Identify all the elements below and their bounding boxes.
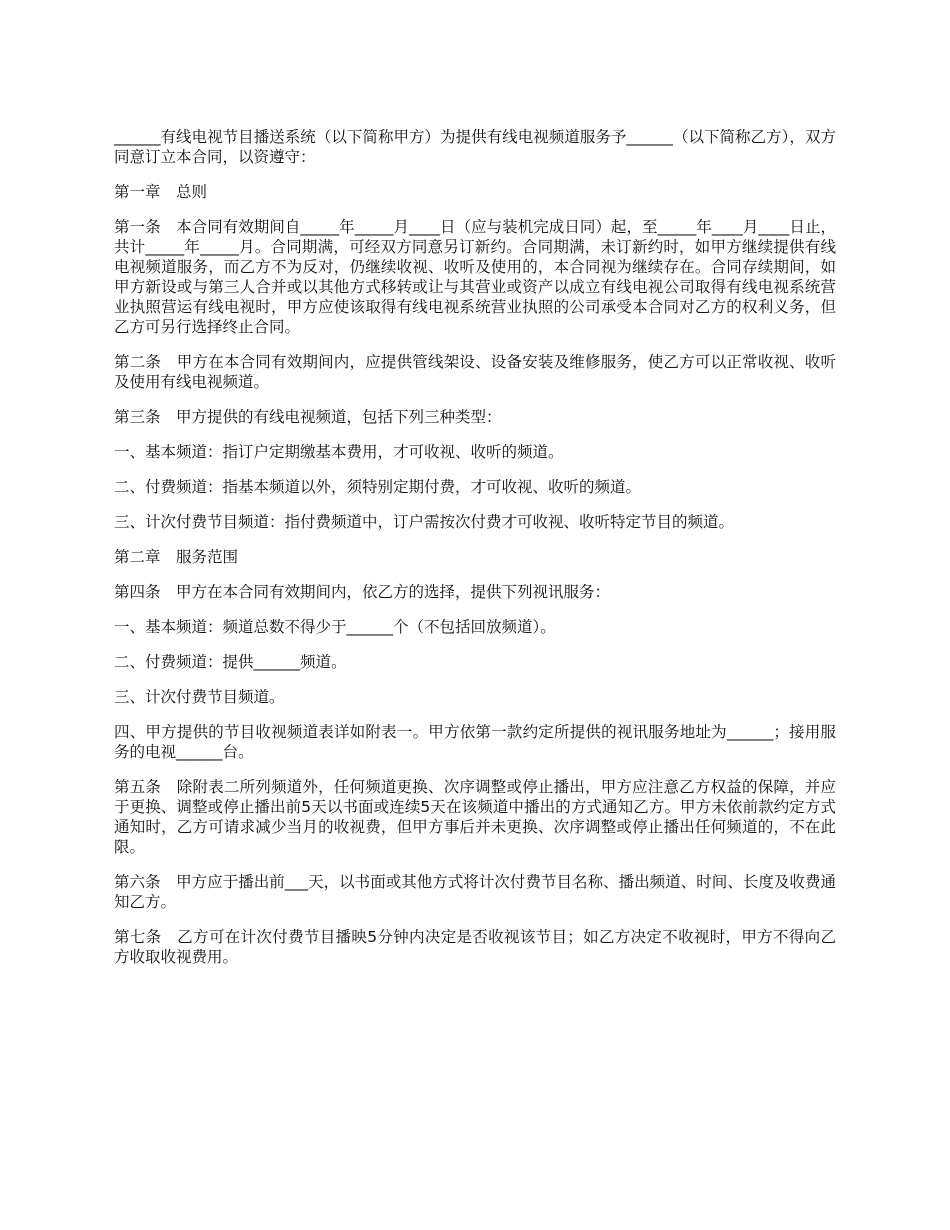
- article-4-item-4: 四、甲方提供的节目收视频道表详如附表一。甲方依第一款约定所提供的视讯服务地址为______；接用服务的电视______台。: [114, 723, 836, 761]
- article-3-item-1: 一、基本频道：指订户定期缴基本费用，才可收视、收听的频道。: [114, 443, 564, 461]
- article-4-item-3: 三、计次付费节目频道。: [114, 688, 285, 706]
- article-2: 第二条 甲方在本合同有效期间内，应提供管线架设、设备安装及维修服务，使乙方可以正常收视、收听及使用有线电视频道。: [114, 353, 836, 391]
- article-4-item-1: 一、基本频道：频道总数不得少于______个（不包括回放频道）。: [114, 618, 556, 636]
- intro-paragraph: ______有线电视节目播送系统（以下简称甲方）为提供有线电视频道服务予______（以下简称乙方），双方同意订立本合同，以资遵守：: [114, 128, 836, 166]
- article-6: 第六条 甲方应于播出前___天，以书面或其他方式将计次付费节目名称、播出频道、时间、长度及收费通知乙方。: [114, 873, 836, 911]
- chapter-2-heading: 第二章 服务范围: [114, 548, 239, 566]
- chapter-1-heading: 第一章 总则: [114, 183, 208, 201]
- article-4: 第四条 甲方在本合同有效期间内，依乙方的选择，提供下列视讯服务：: [114, 583, 611, 601]
- article-1: 第一条 本合同有效期间自_____年_____月____日（应与装机完成日同）起，至_____年____月____日止，共计_____年_____月。合同期满，可经双方同意另订新约。合同期满，未订新约时，如甲方继续提供有线电视频道服务，而乙方不为反对，仍继续收视、收听及使用的，本合同视为继续存在。合同存续期间，如甲方新设或与第三人合并或以其他方式移转或让与其营业或资产以成立有线电视公司取得有线电视系统营业执照营运有线电视时，甲方应使该取得有线电视系统营业执照的公司承受本合同对乙方的权利义务，但乙方可另行选择终止合同。: [114, 218, 836, 336]
- article-4-item-2: 二、付费频道：提供______频道。: [114, 653, 347, 671]
- article-3-item-3: 三、计次付费节目频道：指付费频道中，订户需按次付费才可收视、收听特定节目的频道。: [114, 513, 735, 531]
- contract-body: [114, 127, 836, 982]
- article-7: 第七条 乙方可在计次付费节目播映5分钟内决定是否收视该节目；如乙方决定不收视时，甲方不得向乙方收取收视费用。: [114, 928, 836, 966]
- article-3-item-2: 二、付费频道：指基本频道以外，须特别定期付费，才可收视、收听的频道。: [114, 478, 642, 496]
- article-5: 第五条 除附表二所列频道外，任何频道更换、次序调整或停止播出，甲方应注意乙方权益的保障，并应于更换、调整或停止播出前5天以书面或连续5天在该频道中播出的方式通知乙方。甲方未依前款约定方式通知时，乙方可请求减少当月的收视费，但甲方事后并未更换、次序调整或停止播出任何频道的，不在此限。: [114, 778, 836, 856]
- article-3: 第三条 甲方提供的有线电视频道，包括下列三种类型：: [114, 408, 502, 426]
